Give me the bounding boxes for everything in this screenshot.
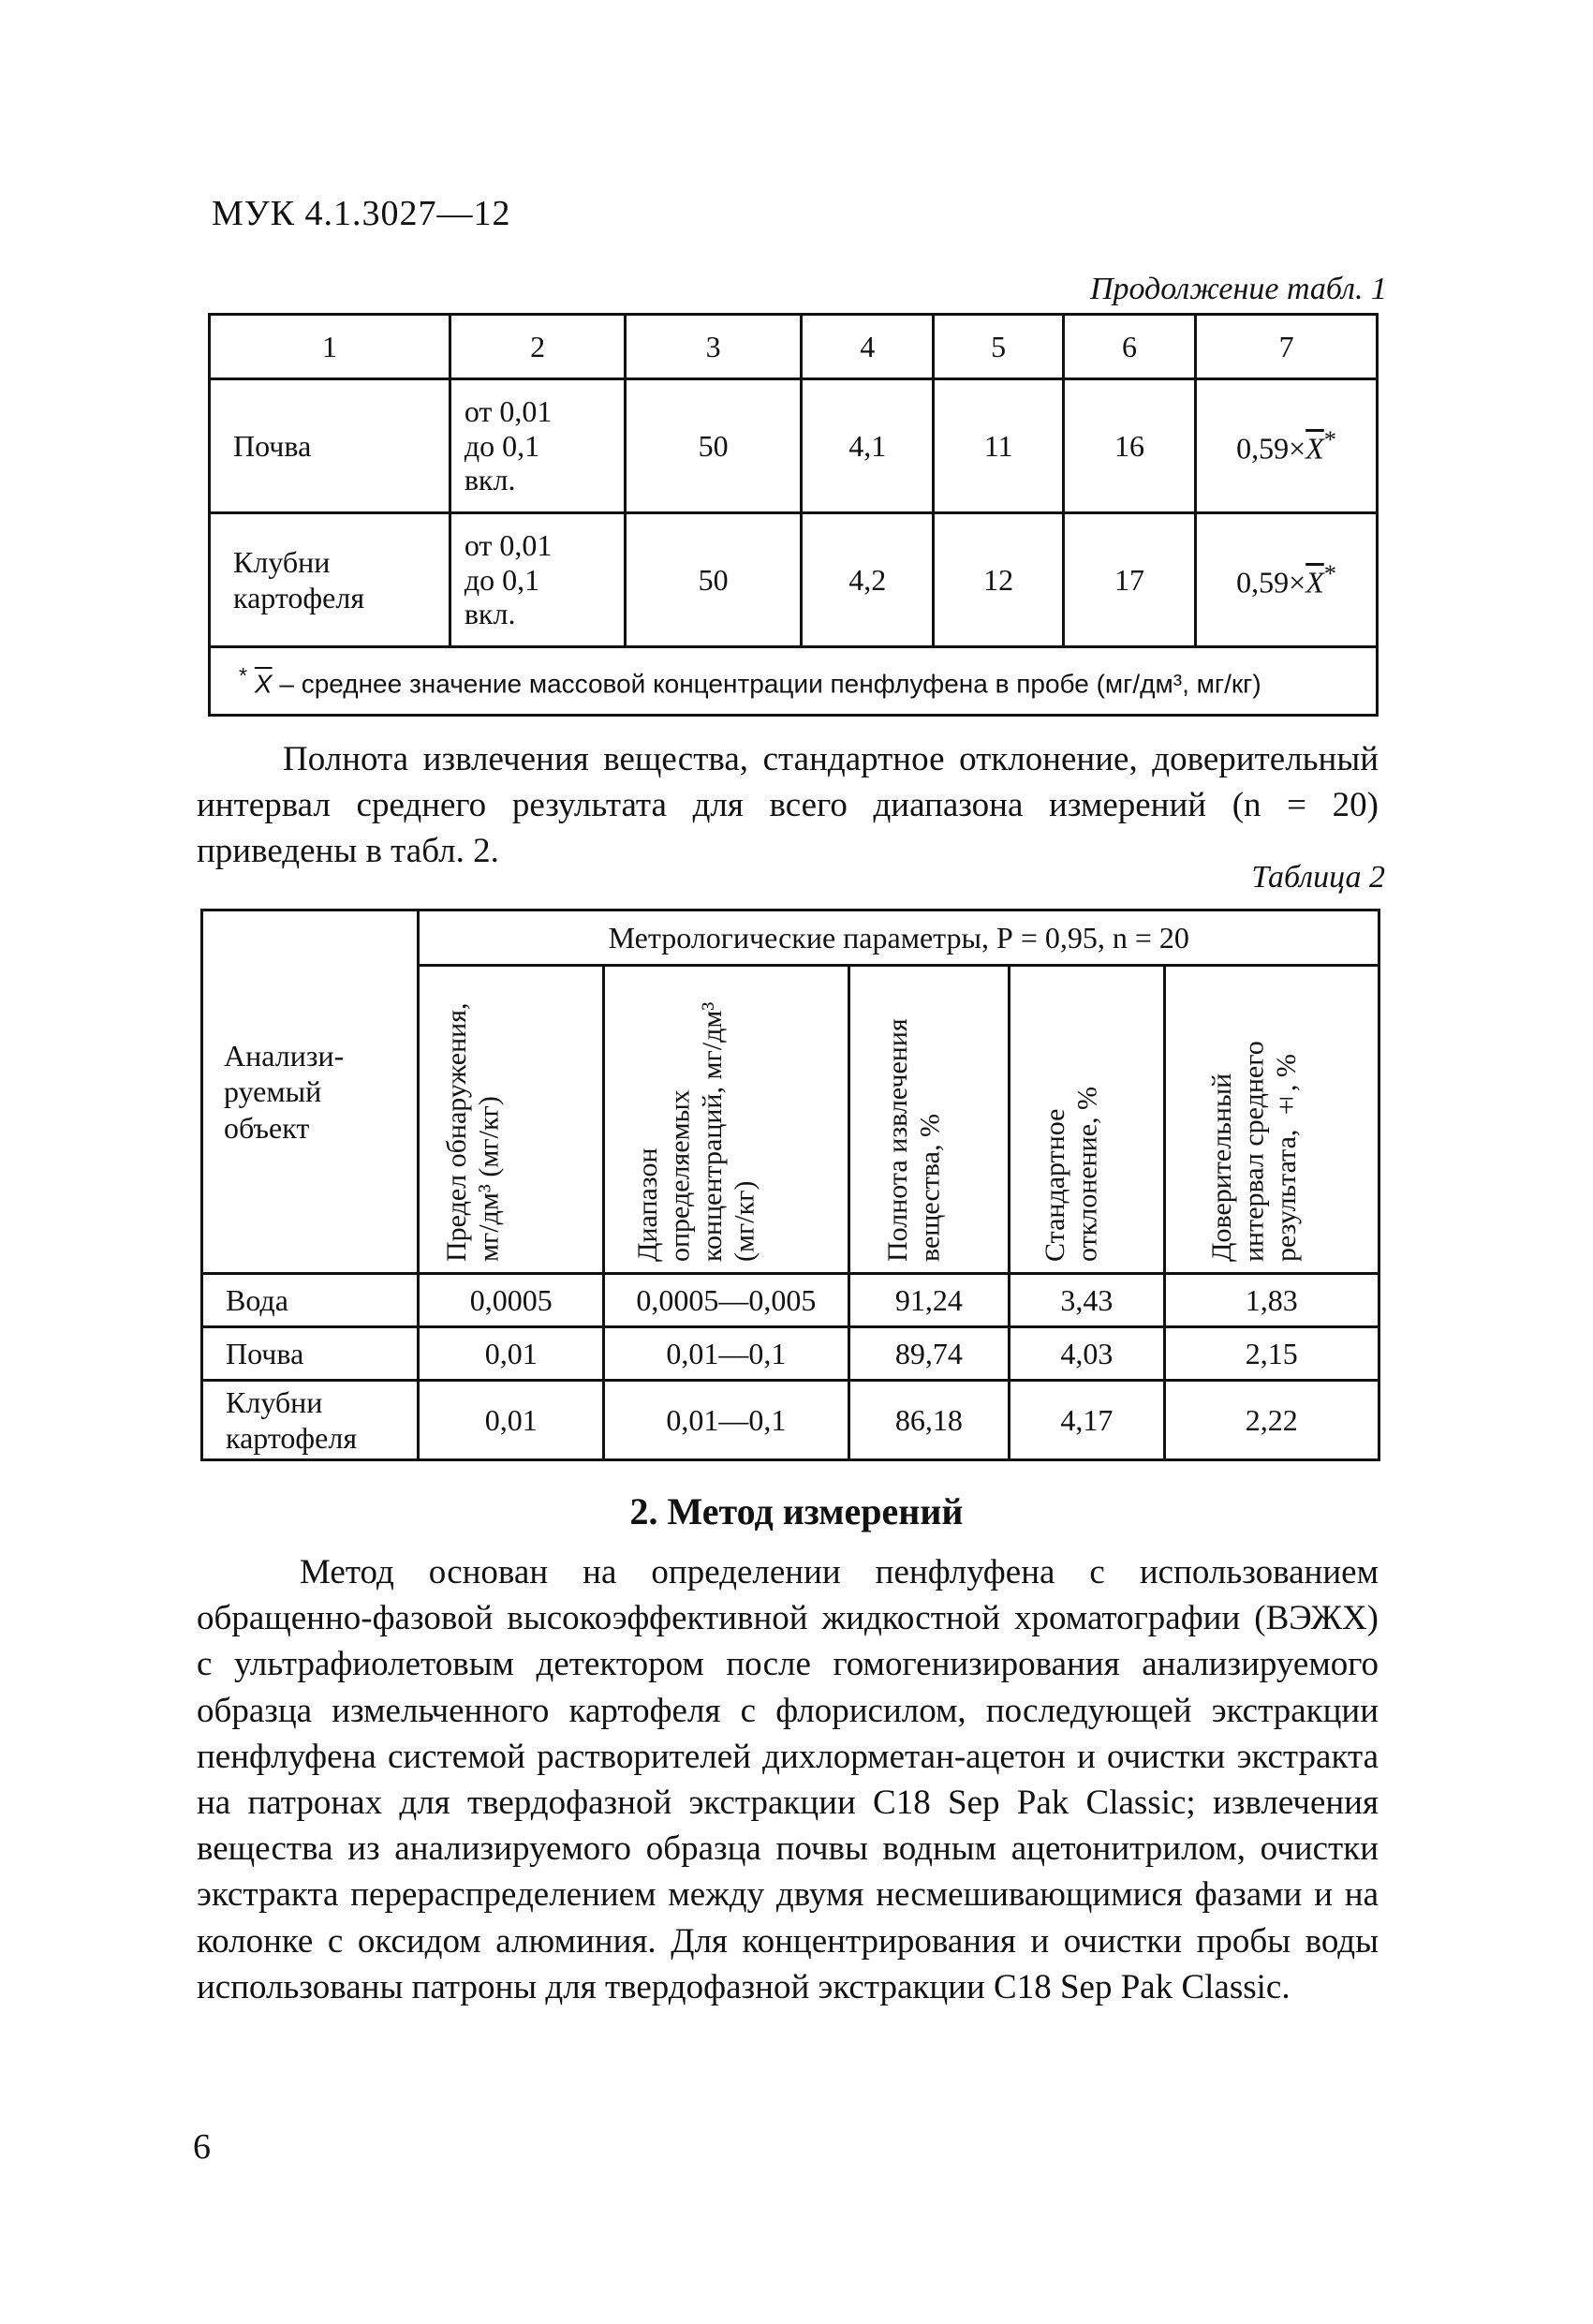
- table1-header-row: [210, 315, 1378, 379]
- formula-coef: 0,59×: [1236, 431, 1306, 466]
- table-row: [210, 379, 1378, 513]
- table1-footnote-row: [210, 647, 1378, 716]
- table2-col-header: [419, 966, 604, 1274]
- table1-cell: 4,2: [801, 513, 933, 647]
- range-line: вкл.: [464, 463, 516, 497]
- table2-cell: 3,43: [1010, 1274, 1165, 1327]
- table1-caption: Продолжение табл. 1: [1089, 272, 1387, 306]
- object-line: Клубни: [233, 544, 331, 579]
- table-row: [202, 1274, 1379, 1327]
- header-text: Полнота извлечения вещества, %: [881, 1018, 946, 1262]
- table1-col-header: 6: [1063, 315, 1195, 379]
- table2-col-header: [848, 966, 1009, 1274]
- table2-cell: 0,01—0,1: [604, 1381, 849, 1460]
- table1-cell: 17: [1063, 513, 1195, 647]
- object-header-line: руемый: [224, 1074, 322, 1109]
- range-line: от 0,01: [464, 527, 553, 562]
- table2-cell: 0,01—0,1: [604, 1327, 849, 1381]
- table2-cell: 0,01: [419, 1327, 604, 1381]
- table1-cell: 50: [626, 513, 802, 647]
- object-line: картофеля: [226, 1421, 358, 1455]
- table2-cell: 2,22: [1164, 1381, 1379, 1460]
- document-code: МУК 4.1.3027—12: [212, 194, 511, 233]
- header-text: Предел обнаружения, мг/дм³ (мг/кг): [440, 1002, 505, 1262]
- table2-object-cell: Вода: [202, 1274, 419, 1327]
- table1-col-header: 7: [1196, 315, 1378, 379]
- x-mean-symbol: $\overline{X}$: [1305, 431, 1324, 466]
- table2-cell: 89,74: [848, 1327, 1009, 1381]
- table1-col-header: 2: [450, 315, 626, 379]
- table2: [200, 909, 1380, 1461]
- table2-col-header: [1164, 966, 1379, 1274]
- table2-cell: 0,0005—0,005: [604, 1274, 849, 1327]
- x-mean-symbol: $\overline{X}$: [1305, 565, 1324, 600]
- range-line: до 0,1: [464, 428, 540, 463]
- range-line: вкл.: [464, 597, 516, 631]
- header-text: Стандартное отклонение, %: [1040, 1086, 1103, 1262]
- header-text: Доверительный интервал среднего результата, ±, %: [1205, 1041, 1302, 1262]
- table1-object-cell: [210, 513, 450, 647]
- table2-object-cell: [202, 1381, 419, 1460]
- range-line: от 0,01: [464, 393, 553, 428]
- formula-coef: 0,59×: [1236, 565, 1306, 600]
- table1-col-header: 3: [626, 315, 802, 379]
- table2-group-header-row: [202, 910, 1379, 966]
- table2-col-header: [604, 966, 849, 1274]
- table2-cell: 2,15: [1164, 1327, 1379, 1381]
- footnote-mark: *: [239, 662, 248, 688]
- range-line: до 0,1: [464, 562, 540, 597]
- table2-caption: Таблица 2: [1251, 860, 1385, 895]
- table2-cell: 0,01: [419, 1381, 604, 1460]
- table1-cell: 11: [934, 379, 1063, 513]
- page-number: 6: [193, 2127, 211, 2167]
- table-row: [202, 1327, 1379, 1381]
- table2-group-header: Метрологические параметры, Р = 0,95, n = 20: [419, 910, 1379, 966]
- section-title: 2. Метод измерений: [629, 1490, 964, 1532]
- footnote-mark: *: [1323, 559, 1337, 588]
- table1-cell: 4,1: [801, 379, 933, 513]
- table2-object-header: [202, 910, 419, 1274]
- object-header-line: Анализи-: [224, 1038, 345, 1073]
- table1-range-cell: [450, 513, 626, 647]
- table1: [208, 313, 1379, 717]
- table1-col-header: 5: [934, 315, 1063, 379]
- table1-cell: 12: [934, 513, 1063, 647]
- table2-cell: 4,03: [1010, 1327, 1165, 1381]
- x-mean-symbol: $\overline{X}$: [254, 669, 273, 699]
- paragraph-1: Полнота извлечения вещества, стандартное отклонение, доверительный интервал среднего результата для всего диапазона измерений (n = 20) приведены в табл. 2.: [197, 740, 1379, 871]
- table2-cell: 1,83: [1164, 1274, 1379, 1327]
- object-line: Клубни: [226, 1384, 323, 1419]
- table2-object-cell: Почва: [202, 1327, 419, 1381]
- table1-cell: 16: [1063, 379, 1195, 513]
- table1-object-cell: Почва: [210, 379, 450, 513]
- table2-cell: 91,24: [848, 1274, 1009, 1327]
- object-line: картофеля: [233, 581, 365, 614]
- table1-cell: 50: [626, 379, 802, 513]
- table-row: [210, 513, 1378, 647]
- table1-footnote: [210, 647, 1378, 716]
- table1-col-header: 4: [801, 315, 933, 379]
- object-header-line: объект: [224, 1110, 310, 1145]
- table1-col-header: 1: [210, 315, 450, 379]
- table-row: [202, 1381, 1379, 1460]
- table2-cell: 4,17: [1010, 1381, 1165, 1460]
- table2-cell: 86,18: [848, 1381, 1009, 1460]
- table2-cell: 0,0005: [419, 1274, 604, 1327]
- table1-formula-cell: [1196, 513, 1378, 647]
- table2-col-header: [1010, 966, 1165, 1274]
- header-text: Диапазон определяемых концентраций, мг/дм³ (мг/кг): [632, 1001, 760, 1262]
- footnote-text: – среднее значение массовой концентрации пенфлуфена в пробе (мг/дм³, мг/кг): [279, 669, 1261, 699]
- table1-range-cell: [450, 379, 626, 513]
- paragraph-2: Метод основан на определении пенфлуфена с использованием обращенно-фазовой высокоэффективной жидкостной хроматографии (ВЭЖХ) с ультрафиолетовым детектором после гомогенизирования анализируемого образца измельченного картофеля с флорисилом, последующей экстракции пенфлуфена системой растворителей дихлорметан-ацетон и очистки экстракта на патронах для твердофазной экстракции С18 Sep Pak Classic; извлечения вещества из анализируемого образца почвы водным ацетонитрилом, очистки экстракта перераспределением между двумя несмешивающимися фазами и на колонке с оксидом алюминия. Для концентрирования и очистки пробы воды использованы патроны для твердофазной экстракции С18 Sep Pak Classic.: [197, 1553, 1379, 2006]
- footnote-mark: *: [1323, 425, 1337, 454]
- table1-formula-cell: [1196, 379, 1378, 513]
